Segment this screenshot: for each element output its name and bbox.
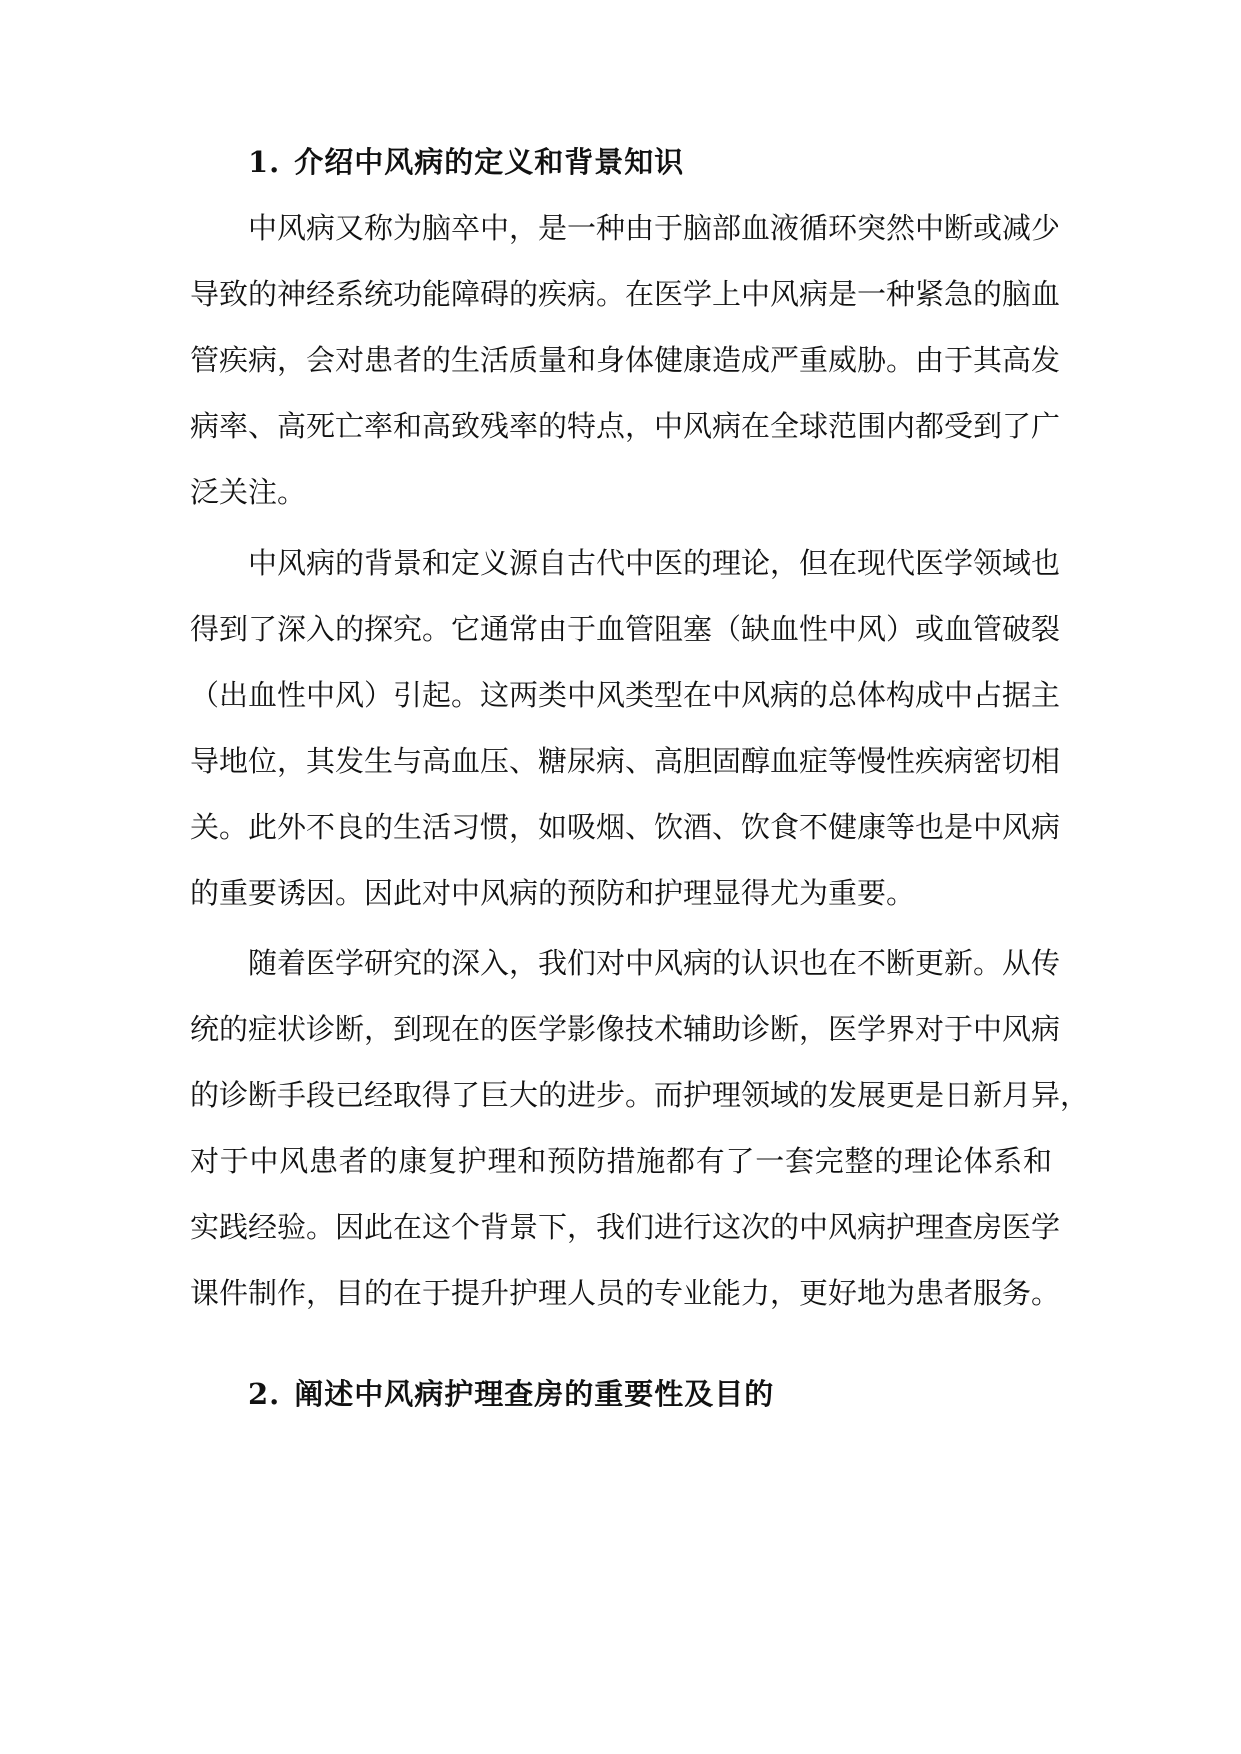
paragraph-1-line-5: 泛关注。 [190,475,307,509]
paragraph-3-line-6: 课件制作，目的在于提升护理人员的专业能力，更好地为患者服务。 [190,1276,1061,1310]
paragraph-2-line-2: 得到了深入的探究。它通常由于血管阻塞（缺血性中风）或血管破裂 [190,612,1061,646]
paragraph-3-line-4: 对于中风患者的康复护理和预防措施都有了一套完整的理论体系和 [190,1144,1052,1178]
paragraph-3-line-5: 实践经验。因此在这个背景下，我们进行这次的中风病护理查房医学 [190,1210,1061,1244]
section-2-title: 阐述中风病护理查房的重要性及目的 [294,1377,775,1411]
paragraph-3-line-2: 统的症状诊断，到现在的医学影像技术辅助诊断，医学界对于中风病 [190,1012,1061,1046]
paragraph-1-line-3: 管疾病，会对患者的生活质量和身体健康造成严重威胁。由于其高发 [190,343,1061,377]
paragraph-2-line-3: （出血性中风）引起。这两类中风类型在中风病的总体构成中占据主 [190,678,1061,712]
section-2-number: 2. [248,1377,281,1411]
section-1-heading [248,140,684,181]
paragraph-2-line-4: 导地位，其发生与高血压、糖尿病、高胆固醇血症等慢性疾病密切相 [190,744,1061,778]
section-1-number: 1. [248,145,281,179]
paragraph-2-line-5: 关。此外不良的生活习惯，如吸烟、饮酒、饮食不健康等也是中风病 [190,810,1061,844]
section-1-title: 介绍中风病的定义和背景知识 [294,145,685,179]
paragraph-3-line-3: 的诊断手段已经取得了巨大的进步。而护理领域的发展更是日新月异， [190,1078,1090,1112]
paragraph-1-line-4: 病率、高死亡率和高致残率的特点，中风病在全球范围内都受到了广 [190,409,1061,443]
paragraph-1-line-2: 导致的神经系统功能障碍的疾病。在医学上中风病是一种紧急的脑血 [190,277,1061,311]
paragraph-2-line-1: 中风病的背景和定义源自古代中医的理论，但在现代医学领域也 [248,546,1061,580]
section-2-heading [248,1372,774,1413]
paragraph-1-line-1: 中风病又称为脑卒中，是一种由于脑部血液循环突然中断或减少 [248,211,1061,245]
paragraph-2-line-6: 的重要诱因。因此对中风病的预防和护理显得尤为重要。 [190,876,916,910]
paragraph-3-line-1: 随着医学研究的深入，我们对中风病的认识也在不断更新。从传 [248,946,1061,980]
